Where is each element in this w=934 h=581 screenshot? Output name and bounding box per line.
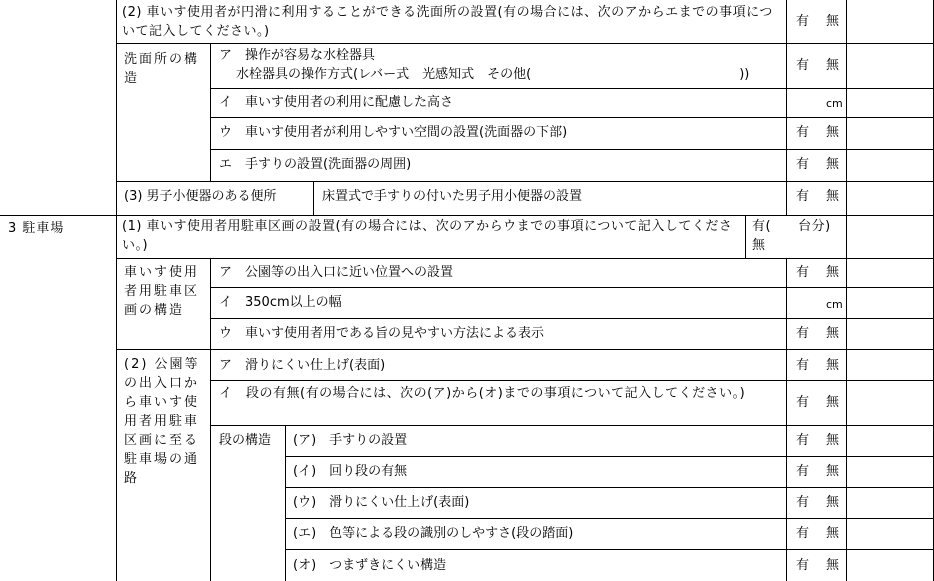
route-nonslip-text: ア 滑りにくい仕上げ(表面) [219,358,386,373]
grid-line [210,149,934,150]
grid-line [786,258,787,581]
parking-route-label: (2) 公園等の出入口から車いす使用者用駐車区画に至る駐車場の通路 [124,357,200,486]
near-entrance-yes-no[interactable]: 有 無 [796,265,842,280]
grid-line [210,380,934,381]
grid-line [313,181,314,215]
washbasin-structure-label: 洗面所の構造 [124,52,200,86]
grid-line [285,456,934,457]
signage-text: ウ 車いす使用者用である旨の見やすい方法による表示 [219,326,545,341]
grid-line [745,215,746,258]
faucet-item-text: ア 操作が容易な水栓器具 [219,48,376,63]
urinal-handrail-text: 床置式で手すりの付いた男子用小便器の設置 [322,189,583,204]
step-no-trip-yes-no[interactable]: 有 無 [796,558,842,573]
step-nonslip-yes-no[interactable]: 有 無 [796,495,842,510]
basin-space-text: ウ 車いす使用者が利用しやすい空間の設置(洗面器の下部) [219,125,568,140]
route-nonslip-yes-no[interactable]: 有 無 [796,358,842,373]
accessible-parking-count-yes-no[interactable]: 有( 台分) 無 [752,219,845,253]
grid-line [210,287,934,288]
route-steps-yes-no[interactable]: 有 無 [796,395,842,410]
accessible-parking-item-text: (1) 車いす使用者用駐車区画の設置(有の場合には、次のアからウまでの事項について記入してください。) [122,219,733,253]
grid-line [210,117,934,118]
grid-line [285,487,934,488]
parking-space-structure-label: 車いす使用者用駐車区画の構造 [124,265,200,318]
space-width-unit[interactable]: cm [826,298,843,311]
step-handrail-text: (ア) 手すりの設置 [293,433,408,448]
grid-line [786,0,787,215]
signage-yes-no[interactable]: 有 無 [796,326,842,341]
near-entrance-text: ア 公園等の出入口に近い位置への設置 [219,265,454,280]
step-winding-yes-no[interactable]: 有 無 [796,464,842,479]
grid-line [210,258,211,581]
grid-line [285,549,934,550]
step-structure-label: 段の構造 [219,433,272,448]
step-nonslip-text: (ウ) 滑りにくい仕上げ(表面) [293,495,470,510]
step-contrast-yes-no[interactable]: 有 無 [796,526,842,541]
basin-handrail-text: エ 手すりの設置(洗面器の周囲) [219,157,412,172]
parking-section-heading: 3 駐車場 [8,221,65,236]
basin-height-unit[interactable]: cm [826,97,843,110]
grid-line [116,181,934,182]
step-contrast-text: (エ) 色等による段の識別のしやすさ(段の踏面) [293,526,574,541]
step-winding-text: (イ) 回り段の有無 [293,464,408,479]
grid-line [210,88,934,89]
grid-line [285,425,286,581]
faucet-yes-no[interactable]: 有 無 [796,58,842,73]
grid-line [0,215,934,216]
space-width-text: イ 350cm以上の幅 [219,295,342,310]
grid-line [116,258,934,259]
basin-height-text: イ 車いす使用者の利用に配慮した高さ [219,95,454,110]
urinal-toilet-label: (3) 男子小便器のある便所 [124,189,277,204]
step-handrail-yes-no[interactable]: 有 無 [796,433,842,448]
grid-line [210,425,934,426]
grid-line [116,0,117,581]
washbasin-item-text: (2) 車いす使用者が円滑に利用することができる洗面所の設置(有の場合には、次のアからエまでの事項について記入してください。) [122,5,773,39]
faucet-type-text: 水栓器具の操作方式(レバー式 光感知式 その他( )) [236,67,750,82]
grid-line [285,518,934,519]
grid-line [116,43,934,44]
grid-line [210,318,934,319]
route-steps-text: イ 段の有無(有の場合には、次の(ア)から(オ)までの事項について記入してください。) [219,386,746,401]
urinal-handrail-yes-no[interactable]: 有 無 [796,189,842,204]
basin-space-yes-no[interactable]: 有 無 [796,125,842,140]
grid-line [210,43,211,181]
washbasin-item-yes-no[interactable]: 有 無 [796,14,842,29]
grid-line [116,349,934,350]
basin-handrail-yes-no[interactable]: 有 無 [796,157,842,172]
step-no-trip-text: (オ) つまずきにくい構造 [293,558,447,573]
